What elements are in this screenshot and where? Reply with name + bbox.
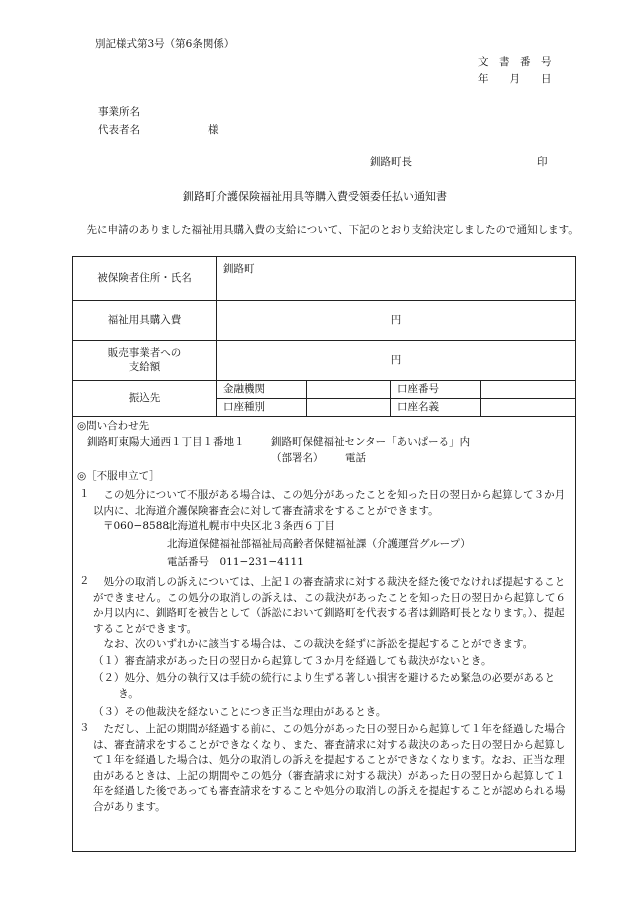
form-number: 別記様式第3号（第6条関係）	[95, 38, 235, 50]
contact-dept: （部署名）	[271, 452, 324, 464]
item1-number: １	[79, 488, 90, 500]
honorific: 様	[208, 124, 219, 136]
vendor-payment-unit: 円	[217, 341, 576, 381]
contact-center: 釧路町保健福祉センター「あいぱーる」内	[271, 436, 471, 448]
appeal-sub3: （３）その他裁決を経ないことにつき正当な理由があるとき。	[93, 706, 387, 718]
account-name-label: 口座名義	[391, 399, 481, 417]
item2-text: 処分の取消しの訴えについては、上記１の審査請求に対する裁決を経た後でなければ提起することができません。この処分の取消しの訴えは、この裁決があったことを知った日の翌日から起算して６か月以内に、釧路町を被告として（訴訟において釧路町を代表する者は釧路町長となります。）、提起することができます。	[93, 576, 567, 635]
bank-label: 金融機関	[217, 381, 307, 399]
appeal-dept: 北海道保健福祉部福祉局高齢者保健福祉課（介護運営グループ）	[167, 538, 471, 550]
account-name-value	[481, 399, 576, 417]
appeal-sub2: （２）処分、処分の執行又は手続の続行により生ずる著しい損害を避けるため緊急の必要があるとき。	[93, 672, 555, 700]
notes-box	[72, 416, 576, 852]
account-number-label: 口座番号	[391, 381, 481, 399]
vendor-payment-label	[73, 341, 217, 381]
appeal-sub1: （１）審査請求があった日の翌日から起算して３か月を経過しても裁決がないとき。	[93, 655, 492, 667]
contact-tel: 電話	[345, 452, 366, 464]
insured-value: 釧路町	[217, 257, 576, 301]
transfer-label: 振込先	[73, 381, 217, 417]
item2-note: なお、次のいずれかに該当する場合は、この裁決を経ずに訴訟を提起することができます。	[103, 638, 534, 650]
item1-text: この処分について不服がある場合は、この処分があったことを知った日の翌日から起算して３か月以内に、北海道介護保険審査会に対して審査請求をすることができます。	[93, 489, 566, 517]
appeal-phone: 電話番号 011−231−4111	[167, 556, 304, 568]
bank-value	[307, 381, 391, 399]
seal-mark: 印	[537, 156, 548, 168]
item3-text: ただし、上記の期間が経過する前に、この処分があった日の翌日から起算して１年を経過した場合は、審査請求をすることができなくなり、また、審査請求に対する裁決のあった日の翌日から起算して１年を経過した場合は、処分の取消しの訴えを提起することができなくなります。なお、正当な理由があるときは、上記の期間やこの処分（審査請求に対する裁決）があった日の翌日から起算して１年を経過した後であっても審査請求をすることや処分の取消しの訴えを提起することが認められる場合があります。	[93, 723, 566, 813]
purchase-cost-label: 福祉用具購入費	[73, 301, 217, 341]
appeal-address: 北海道札幌市中央区北３条西６丁目	[167, 520, 335, 532]
account-number-value	[481, 381, 576, 399]
document-number-label: 文 書 番 号	[478, 56, 552, 68]
sender-mayor: 釧路町長	[370, 156, 412, 168]
intro-paragraph: 先に申請のありました福祉用具購入費の支給について、下記のとおり支給決定しましたので通知します。	[86, 224, 579, 236]
representative-label: 代表者名	[98, 124, 140, 136]
postal-code: 〒060−8588	[103, 520, 170, 532]
vendor-payment-label-line1: 販売事業者への	[107, 347, 182, 360]
contact-address: 釧路町東陽大通西１丁目１番地１	[87, 436, 245, 448]
payment-table	[72, 256, 576, 417]
date-label: 年 月 日	[478, 73, 552, 85]
appeal-heading: ◎［不服申立て］	[77, 470, 160, 482]
insured-label: 被保険者住所・氏名	[73, 257, 217, 301]
item2-number: ２	[79, 575, 90, 587]
item3-number: ３	[79, 722, 90, 734]
vendor-payment-label-line2: 支給額	[128, 360, 161, 373]
document-title: 釧路町介護保険福祉用具等購入費受領委任払い通知書	[183, 190, 447, 203]
account-type-value	[307, 399, 391, 417]
business-name-label: 事業所名	[98, 106, 140, 118]
contact-heading: ◎問い合わせ先	[77, 420, 150, 432]
account-type-label: 口座種別	[217, 399, 307, 417]
purchase-cost-unit: 円	[217, 301, 576, 341]
